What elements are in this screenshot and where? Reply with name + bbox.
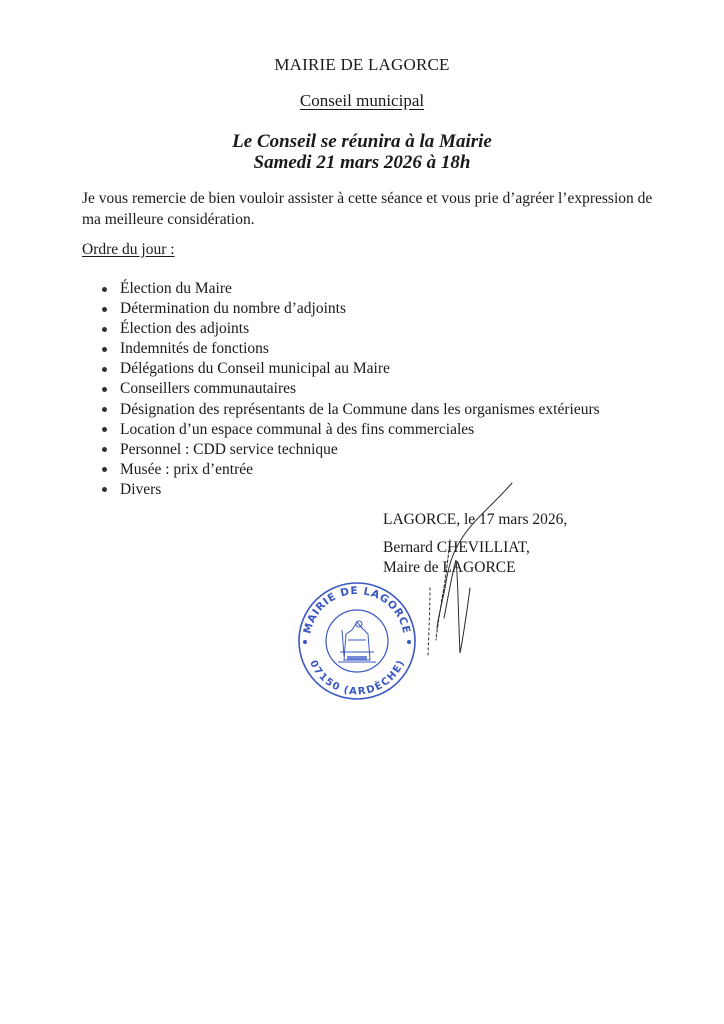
signer-title: Maire de LAGORCE: [383, 559, 516, 576]
organization-title: MAIRIE DE LAGORCE: [274, 55, 450, 74]
agenda-item: [100, 319, 600, 339]
bullet-icon: [102, 387, 107, 392]
agenda-item: [100, 480, 600, 500]
signer-block: [383, 538, 530, 578]
stamp-star-icon: [303, 640, 307, 644]
agenda-item-label: Élection des adjoints: [120, 320, 250, 338]
intro-paragraph: Je vous remercie de bien vouloir assister à cette séance et vous prie d’agréer l’expression de ma meilleure considération.: [82, 190, 653, 228]
bullet-icon: [102, 287, 107, 292]
agenda-item-label: Désignation des représentants de la Commune dans les organismes extérieurs: [120, 400, 600, 418]
meeting-announcement: [0, 131, 724, 173]
bullet-icon: [102, 407, 107, 412]
document-subtitle: Conseil municipal: [299, 91, 425, 110]
agenda-item-label: Musée : prix d’entrée: [120, 460, 253, 478]
bullet-icon: [102, 427, 107, 432]
agenda-item: [100, 299, 600, 319]
meeting-location: Le Conseil se réunira à la Mairie: [232, 131, 492, 152]
stamp-top-text: MAIRIE DE LAGORCE: [301, 584, 413, 636]
agenda-list: [100, 279, 600, 500]
bullet-icon: [102, 467, 107, 472]
meeting-date: Samedi 21 mars 2026 à 18h: [253, 152, 471, 173]
bullet-icon: [102, 367, 107, 372]
agenda-item: [100, 279, 600, 299]
signer-name: Bernard CHEVILLIAT,: [383, 539, 530, 556]
agenda-item: [100, 400, 600, 420]
agenda-item: [100, 440, 600, 460]
agenda-item-label: Location d’un espace communal à des fins commerciales: [120, 420, 475, 438]
agenda-item-label: Conseillers communautaires: [120, 380, 297, 398]
bullet-icon: [102, 487, 107, 492]
agenda-item: [100, 460, 600, 480]
stamp-bottom-text: 07150 (ARDÈCHE): [307, 658, 407, 698]
agenda-item-label: Délégations du Conseil municipal au Maire: [120, 360, 390, 378]
agenda-item-label: Détermination du nombre d’adjoints: [120, 300, 346, 318]
stamp-star-icon: [407, 640, 411, 644]
agenda-item: [100, 359, 600, 379]
agenda-item-label: Élection du Maire: [120, 280, 232, 297]
agenda-item-label: Personnel : CDD service technique: [120, 440, 338, 458]
agenda-item-label: Indemnités de fonctions: [120, 340, 269, 358]
agenda-item-label: Divers: [120, 480, 162, 498]
bullet-icon: [102, 347, 107, 352]
svg-text:07150 (ARDÈCHE): [307, 659, 407, 698]
bullet-icon: [102, 447, 107, 452]
place-and-date: LAGORCE, le 17 mars 2026,: [383, 511, 568, 528]
bullet-icon: [102, 327, 107, 332]
agenda-item: [100, 339, 600, 359]
agenda-item: [100, 420, 600, 440]
bullet-icon: [102, 307, 107, 312]
agenda-heading: Ordre du jour :: [82, 241, 175, 258]
agenda-item: [100, 379, 600, 399]
mairie-stamp-icon: [296, 580, 418, 702]
